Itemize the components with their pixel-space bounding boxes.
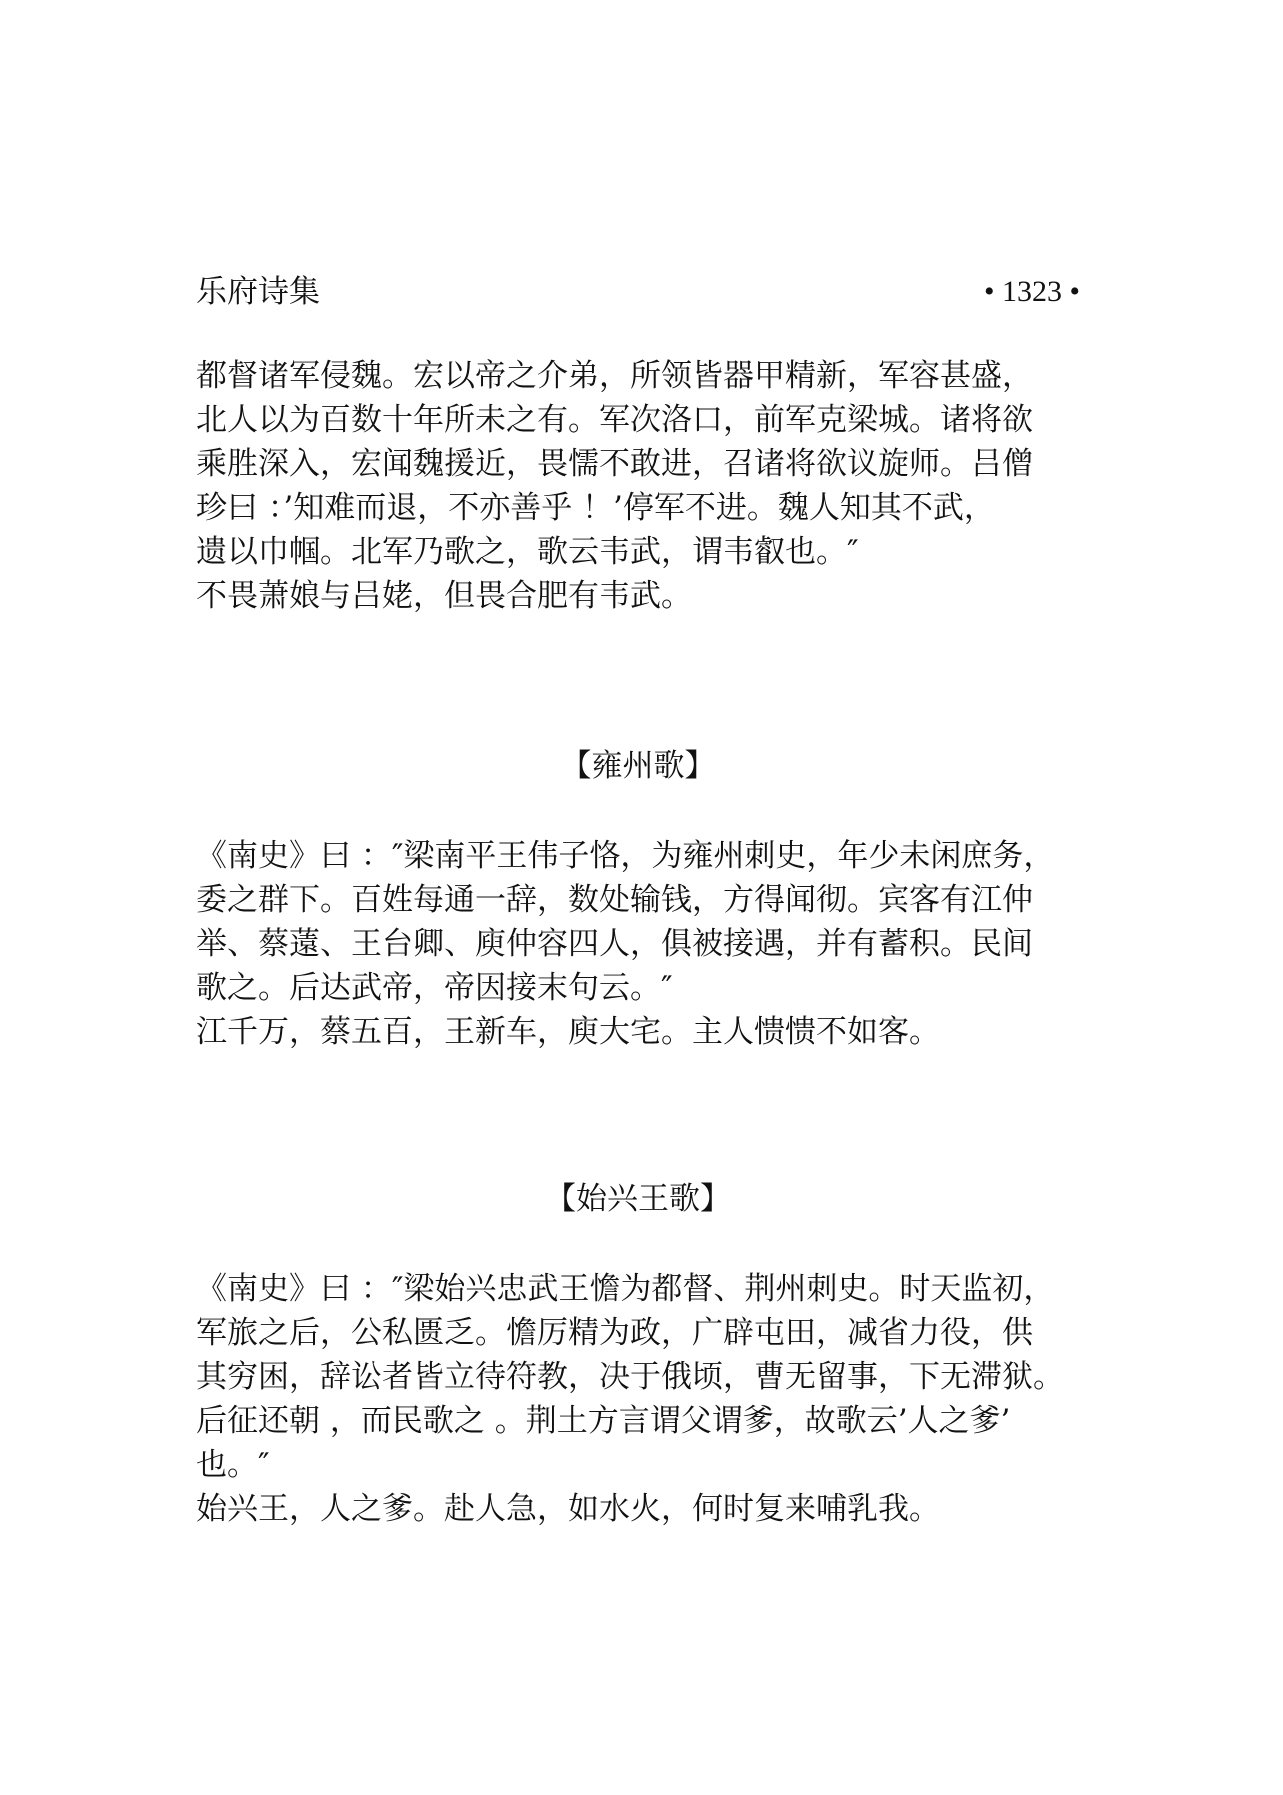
page-number: • 1323 • bbox=[983, 275, 1080, 308]
prose-line: 歌之。后达武帝，帝因接末句云。″ bbox=[196, 970, 673, 1006]
prose-line: 《南史》曰 ：″梁始兴忠武王憺为都督、荆州刺史。时天监初， bbox=[196, 1271, 1055, 1307]
page-header bbox=[196, 268, 1080, 316]
prose-line: 北人以为百数十年所未之有。军次洛口，前军克梁城。诸将欲 bbox=[196, 402, 1033, 438]
prose-line: 其穷困，辞讼者皆立待符教，决于俄顷，曹无留事，下无滞狱。 bbox=[196, 1359, 1064, 1395]
prose-line: 珍曰 ：’知难而退，不亦善乎 ！’停军不进。魏人知其不武， bbox=[196, 490, 995, 526]
section-heading: 【雍州歌】 bbox=[560, 748, 716, 784]
prose-line: 后征还朝 ，而民歌之 。荆土方言谓父谓爹，故歌云’人之爹’ bbox=[196, 1403, 1011, 1439]
section-heading: 【始兴王歌】 bbox=[545, 1181, 731, 1217]
prose-line: 遗以巾帼。北军乃歌之，歌云韦武，谓韦叡也。″ bbox=[196, 534, 859, 570]
poem-line: 江千万，蔡五百，王新车，庾大宅。主人愦愦不如客。 bbox=[196, 1014, 940, 1050]
prose-line: 军旅之后，公私匮乏。憺厉精为政，广辟屯田，减省力役，供 bbox=[196, 1315, 1033, 1351]
prose-line: 举、蔡薳、王台卿、庾仲容四人，俱被接遇，并有蓄积。民间 bbox=[196, 926, 1033, 962]
poem-line: 不畏萧娘与吕姥，但畏合肥有韦武。 bbox=[196, 578, 692, 614]
prose-line: 《南史》曰 ：″梁南平王伟子恪，为雍州刺史，年少未闲庶务， bbox=[196, 838, 1055, 874]
prose-line: 也。″ bbox=[196, 1447, 270, 1483]
poem-line: 始兴王，人之爹。赴人急，如水火，何时复来哺乳我。 bbox=[196, 1491, 940, 1527]
prose-line: 委之群下。百姓每通一辞，数处输钱，方得闻彻。宾客有江仲 bbox=[196, 882, 1033, 918]
book-title: 乐府诗集 bbox=[196, 274, 320, 310]
prose-line: 乘胜深入，宏闻魏援近，畏懦不敢进，召诸将欲议旋师。吕僧 bbox=[196, 446, 1033, 482]
prose-line: 都督诸军侵魏。宏以帝之介弟，所领皆器甲精新，军容甚盛， bbox=[196, 358, 1033, 394]
